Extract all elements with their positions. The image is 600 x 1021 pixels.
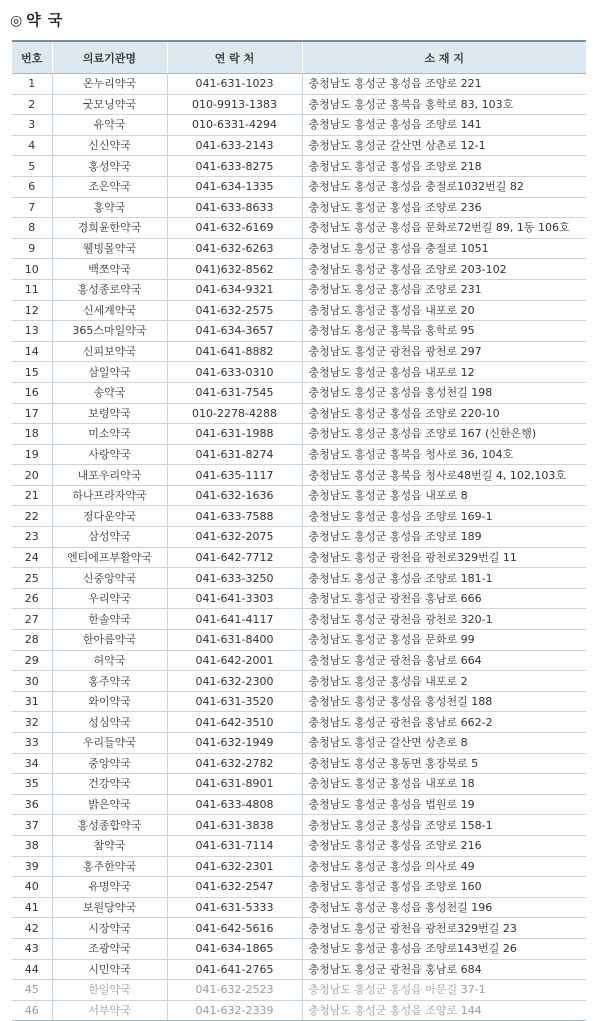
row-number: 5: [12, 156, 52, 177]
row-number: 16: [12, 382, 52, 403]
pharmacy-name: 송약국: [52, 382, 167, 403]
pharmacy-name: 보령약국: [52, 403, 167, 424]
row-number: 12: [12, 300, 52, 321]
address: 충청남도 홍성군 홍성읍 조양로 236: [302, 197, 586, 218]
phone-number: 041-632-6263: [167, 238, 302, 259]
address: 충청남도 홍성군 홍성읍 아문길 37-1: [302, 980, 586, 1001]
address: 충청남도 홍성군 홍북읍 청사로48번길 4, 102,103호: [302, 465, 586, 486]
address: 충청남도 홍성군 홍성읍 홍성천길 196: [302, 897, 586, 918]
row-number: 42: [12, 918, 52, 939]
pharmacy-name: 시장약국: [52, 918, 167, 939]
pharmacy-name: 한아름약국: [52, 630, 167, 651]
address: 충청남도 홍성군 홍성읍 법원로 19: [302, 794, 586, 815]
phone-number: 041-632-2523: [167, 980, 302, 1001]
address: 충청남도 홍성군 홍성읍 의사로 49: [302, 856, 586, 877]
row-number: 8: [12, 218, 52, 239]
row-number: 33: [12, 733, 52, 754]
address: 충청남도 홍성군 광천읍 홍남로 666: [302, 588, 586, 609]
row-number: 19: [12, 444, 52, 465]
table-row: [12, 362, 586, 383]
phone-number: 010-2278-4288: [167, 403, 302, 424]
pharmacy-name: 홍약국: [52, 197, 167, 218]
address: 충청남도 홍성군 홍성읍 문화로72번길 89, 1동 106호: [302, 218, 586, 239]
header-phone: 연 락 처: [167, 41, 302, 74]
pharmacy-name: 온누리약국: [52, 74, 167, 95]
circle-bullet-icon: ◎: [10, 13, 24, 29]
phone-number: 010-6331-4294: [167, 115, 302, 136]
row-number: 32: [12, 712, 52, 733]
phone-number: 041-633-3250: [167, 568, 302, 589]
table-row: [12, 218, 586, 239]
row-number: 22: [12, 506, 52, 527]
pharmacy-name: 밝은약국: [52, 794, 167, 815]
address: 충청남도 홍성군 홍성읍 문화로 99: [302, 630, 586, 651]
row-number: 6: [12, 176, 52, 197]
table-row: [12, 135, 586, 156]
row-number: 15: [12, 362, 52, 383]
row-number: 3: [12, 115, 52, 136]
phone-number: 041-634-9321: [167, 279, 302, 300]
table-row: [12, 279, 586, 300]
table-row: [12, 321, 586, 342]
phone-number: 041-632-2301: [167, 856, 302, 877]
table-row: [12, 547, 586, 568]
table-row: [12, 259, 586, 280]
phone-number: 041-632-2300: [167, 671, 302, 692]
address: 충청남도 홍성군 홍동면 홍장북로 5: [302, 753, 586, 774]
row-number: 10: [12, 259, 52, 280]
table-row: [12, 115, 586, 136]
phone-number: 041-641-3303: [167, 588, 302, 609]
table-row: [12, 815, 586, 836]
address: 충청남도 홍성군 홍성읍 조양로 160: [302, 877, 586, 898]
table-row: [12, 485, 586, 506]
table-row: [12, 506, 586, 527]
table-row: [12, 753, 586, 774]
address: 충청남도 홍성군 홍성읍 내포로 12: [302, 362, 586, 383]
row-number: 29: [12, 650, 52, 671]
address: 충청남도 홍성군 광천읍 광천로 297: [302, 341, 586, 362]
address: 충청남도 홍성군 광천읍 광천로 320-1: [302, 609, 586, 630]
address: 충청남도 홍성군 광천읍 광천로329번길 11: [302, 547, 586, 568]
pharmacy-name: 신피보약국: [52, 341, 167, 362]
table-row: [12, 238, 586, 259]
pharmacy-name: 홍성종로약국: [52, 279, 167, 300]
row-number: 43: [12, 938, 52, 959]
pharmacy-name: 보원당약국: [52, 897, 167, 918]
address: 충청남도 홍성군 홍성읍 홍성천길 198: [302, 382, 586, 403]
pharmacy-name: 삼일약국: [52, 362, 167, 383]
row-number: 20: [12, 465, 52, 486]
phone-number: 041-632-2075: [167, 527, 302, 548]
phone-number: 010-9913-1383: [167, 94, 302, 115]
phone-number: 041)632-8562: [167, 259, 302, 280]
pharmacy-name: 경희윤한약국: [52, 218, 167, 239]
pharmacy-name: 와이약국: [52, 691, 167, 712]
phone-number: 041-642-7712: [167, 547, 302, 568]
pharmacy-name: 정다운약국: [52, 506, 167, 527]
address: 충청남도 홍성군 광천읍 홍남로 664: [302, 650, 586, 671]
phone-number: 041-634-3657: [167, 321, 302, 342]
row-number: 36: [12, 794, 52, 815]
table-row: [12, 527, 586, 548]
row-number: 35: [12, 774, 52, 795]
row-number: 31: [12, 691, 52, 712]
pharmacy-name: 시민약국: [52, 959, 167, 980]
phone-number: 041-632-2782: [167, 753, 302, 774]
pharmacy-name: 건강약국: [52, 774, 167, 795]
pharmacy-name: 우리약국: [52, 588, 167, 609]
phone-number: 041-632-6169: [167, 218, 302, 239]
pharmacy-name: 성심약국: [52, 712, 167, 733]
phone-number: 041-632-2339: [167, 1000, 302, 1021]
pharmacy-name: 조광약국: [52, 938, 167, 959]
phone-number: 041-633-8275: [167, 156, 302, 177]
address: 충청남도 홍성군 홍성읍 내포로 2: [302, 671, 586, 692]
table-row: [12, 712, 586, 733]
pharmacy-name: 유약국: [52, 115, 167, 136]
row-number: 38: [12, 835, 52, 856]
address: 충청남도 홍성군 홍성읍 조양로 218: [302, 156, 586, 177]
pharmacy-name: 웰빙몰약국: [52, 238, 167, 259]
row-number: 9: [12, 238, 52, 259]
table-row: [12, 794, 586, 815]
phone-number: 041-634-1335: [167, 176, 302, 197]
pharmacy-name: 미소약국: [52, 424, 167, 445]
row-number: 1: [12, 74, 52, 95]
pharmacy-name: 홍주한약국: [52, 856, 167, 877]
address: 충청남도 홍성군 홍성읍 홍성천길 188: [302, 691, 586, 712]
phone-number: 041-631-8274: [167, 444, 302, 465]
table-row: [12, 382, 586, 403]
phone-number: 041-633-0310: [167, 362, 302, 383]
address: 충청남도 홍성군 홍성읍 조양로 203-102: [302, 259, 586, 280]
row-number: 25: [12, 568, 52, 589]
pharmacy-name: 허약국: [52, 650, 167, 671]
table-row: [12, 650, 586, 671]
table-row: [12, 156, 586, 177]
table-row: [12, 197, 586, 218]
table-row: [12, 1000, 586, 1021]
pharmacy-name: 하나프라자약국: [52, 485, 167, 506]
phone-number: 041-631-3520: [167, 691, 302, 712]
pharmacy-name: 유명약국: [52, 877, 167, 898]
row-number: 2: [12, 94, 52, 115]
pharmacy-name: 백쪼약국: [52, 259, 167, 280]
row-number: 27: [12, 609, 52, 630]
pharmacy-name: 삼성약국: [52, 527, 167, 548]
row-number: 23: [12, 527, 52, 548]
pharmacy-name: 중앙약국: [52, 753, 167, 774]
table-row: [12, 980, 586, 1001]
table-row: [12, 176, 586, 197]
phone-number: 041-631-7114: [167, 835, 302, 856]
table-row: [12, 897, 586, 918]
pharmacy-name: 신세계약국: [52, 300, 167, 321]
phone-number: 041-633-7588: [167, 506, 302, 527]
phone-number: 041-633-8633: [167, 197, 302, 218]
table-row: [12, 94, 586, 115]
row-number: 37: [12, 815, 52, 836]
table-row: [12, 835, 586, 856]
pharmacy-name: 신중앙약국: [52, 568, 167, 589]
table-row: [12, 74, 586, 95]
table-row: [12, 444, 586, 465]
pharmacy-name: 홍주약국: [52, 671, 167, 692]
address: 충청남도 홍성군 홍성읍 조양로143번길 26: [302, 938, 586, 959]
phone-number: 041-642-5616: [167, 918, 302, 939]
table-row: [12, 403, 586, 424]
address: 충청남도 홍성군 홍북읍 홍학로 95: [302, 321, 586, 342]
row-number: 21: [12, 485, 52, 506]
pharmacy-name: 홍성종합약국: [52, 815, 167, 836]
pharmacy-name: 조은약국: [52, 176, 167, 197]
address: 충청남도 홍성군 홍성읍 조양로 181-1: [302, 568, 586, 589]
address: 충청남도 홍성군 홍성읍 충절로1032번길 82: [302, 176, 586, 197]
address: 충청남도 홍성군 광천읍 홍남로 684: [302, 959, 586, 980]
table-row: [12, 671, 586, 692]
header-name: 의료기관명: [52, 41, 167, 74]
address: 충청남도 홍성군 홍성읍 충절로 1051: [302, 238, 586, 259]
phone-number: 041-634-1865: [167, 938, 302, 959]
address: 충청남도 홍성군 홍성읍 내포로 20: [302, 300, 586, 321]
pharmacy-name: 서부약국: [52, 1000, 167, 1021]
address: 충청남도 홍성군 홍성읍 조양로 221: [302, 74, 586, 95]
address: 충청남도 홍성군 광천읍 광천로329번길 23: [302, 918, 586, 939]
table-row: [12, 465, 586, 486]
phone-number: 041-631-5333: [167, 897, 302, 918]
row-number: 24: [12, 547, 52, 568]
address: 충청남도 홍성군 홍성읍 조양로 231: [302, 279, 586, 300]
row-number: 30: [12, 671, 52, 692]
table-row: [12, 733, 586, 754]
row-number: 13: [12, 321, 52, 342]
address: 충청남도 홍성군 홍성읍 조양로 144: [302, 1000, 586, 1021]
phone-number: 041-641-2765: [167, 959, 302, 980]
pharmacy-table: [12, 40, 586, 1021]
section-title: [10, 8, 63, 32]
section-title-text: 약 국: [26, 11, 64, 29]
phone-number: 041-641-4117: [167, 609, 302, 630]
row-number: 41: [12, 897, 52, 918]
row-number: 7: [12, 197, 52, 218]
table-row: [12, 918, 586, 939]
row-number: 4: [12, 135, 52, 156]
row-number: 34: [12, 753, 52, 774]
phone-number: 041-631-7545: [167, 382, 302, 403]
pharmacy-name: 한일약국: [52, 980, 167, 1001]
phone-number: 041-632-1949: [167, 733, 302, 754]
pharmacy-name: 홍성약국: [52, 156, 167, 177]
address: 충청남도 홍성군 홍성읍 내포로 18: [302, 774, 586, 795]
pharmacy-name: 굿모닝약국: [52, 94, 167, 115]
row-number: 28: [12, 630, 52, 651]
table-row: [12, 877, 586, 898]
table-row: [12, 609, 586, 630]
phone-number: 041-631-8400: [167, 630, 302, 651]
phone-number: 041-635-1117: [167, 465, 302, 486]
phone-number: 041-633-2143: [167, 135, 302, 156]
address: 충청남도 홍성군 홍북읍 청사로 36, 104호: [302, 444, 586, 465]
address: 충청남도 홍성군 홍성읍 조양로 167 (신한은행): [302, 424, 586, 445]
pharmacy-name: 엔티에프부활약국: [52, 547, 167, 568]
row-number: 14: [12, 341, 52, 362]
header-address: 소 재 지: [302, 41, 586, 74]
table-header-row: [12, 41, 586, 74]
pharmacy-name: 한솔약국: [52, 609, 167, 630]
table-row: [12, 774, 586, 795]
phone-number: 041-631-3838: [167, 815, 302, 836]
row-number: 39: [12, 856, 52, 877]
pharmacy-name: 365스마일약국: [52, 321, 167, 342]
table-row: [12, 630, 586, 651]
phone-number: 041-641-8882: [167, 341, 302, 362]
table-row: [12, 856, 586, 877]
phone-number: 041-632-2575: [167, 300, 302, 321]
table-row: [12, 959, 586, 980]
phone-number: 041-631-1988: [167, 424, 302, 445]
row-number: 40: [12, 877, 52, 898]
phone-number: 041-642-2001: [167, 650, 302, 671]
row-number: 11: [12, 279, 52, 300]
address: 충청남도 홍성군 홍성읍 내포로 8: [302, 485, 586, 506]
table-row: [12, 588, 586, 609]
table-row: [12, 938, 586, 959]
table-row: [12, 691, 586, 712]
address: 충청남도 홍성군 홍성읍 조양로 189: [302, 527, 586, 548]
address: 충청남도 홍성군 홍성읍 조양로 220-10: [302, 403, 586, 424]
address: 충청남도 홍성군 갈산면 상촌로 12-1: [302, 135, 586, 156]
header-number: 번호: [12, 41, 52, 74]
pharmacy-name: 신신약국: [52, 135, 167, 156]
row-number: 26: [12, 588, 52, 609]
row-number: 46: [12, 1000, 52, 1021]
table-row: [12, 341, 586, 362]
pharmacy-name: 사랑약국: [52, 444, 167, 465]
table-row: [12, 300, 586, 321]
address: 충청남도 홍성군 홍북읍 홍학로 83, 103호: [302, 94, 586, 115]
pharmacy-name: 참약국: [52, 835, 167, 856]
address: 충청남도 홍성군 홍성읍 조양로 216: [302, 835, 586, 856]
phone-number: 041-632-2547: [167, 877, 302, 898]
phone-number: 041-631-8901: [167, 774, 302, 795]
address: 충청남도 홍성군 홍성읍 조양로 141: [302, 115, 586, 136]
phone-number: 041-632-1636: [167, 485, 302, 506]
pharmacy-name: 우리들약국: [52, 733, 167, 754]
row-number: 44: [12, 959, 52, 980]
phone-number: 041-633-4808: [167, 794, 302, 815]
phone-number: 041-642-3510: [167, 712, 302, 733]
row-number: 17: [12, 403, 52, 424]
phone-number: 041-631-1023: [167, 74, 302, 95]
row-number: 18: [12, 424, 52, 445]
address: 충청남도 홍성군 갈산면 상촌로 8: [302, 733, 586, 754]
address: 충청남도 홍성군 홍성읍 조양로 169-1: [302, 506, 586, 527]
pharmacy-name: 내포우리약국: [52, 465, 167, 486]
table-row: [12, 424, 586, 445]
address: 충청남도 홍성군 광천읍 홍남로 662-2: [302, 712, 586, 733]
address: 충청남도 홍성군 홍성읍 조양로 158-1: [302, 815, 586, 836]
table-row: [12, 568, 586, 589]
row-number: 45: [12, 980, 52, 1001]
